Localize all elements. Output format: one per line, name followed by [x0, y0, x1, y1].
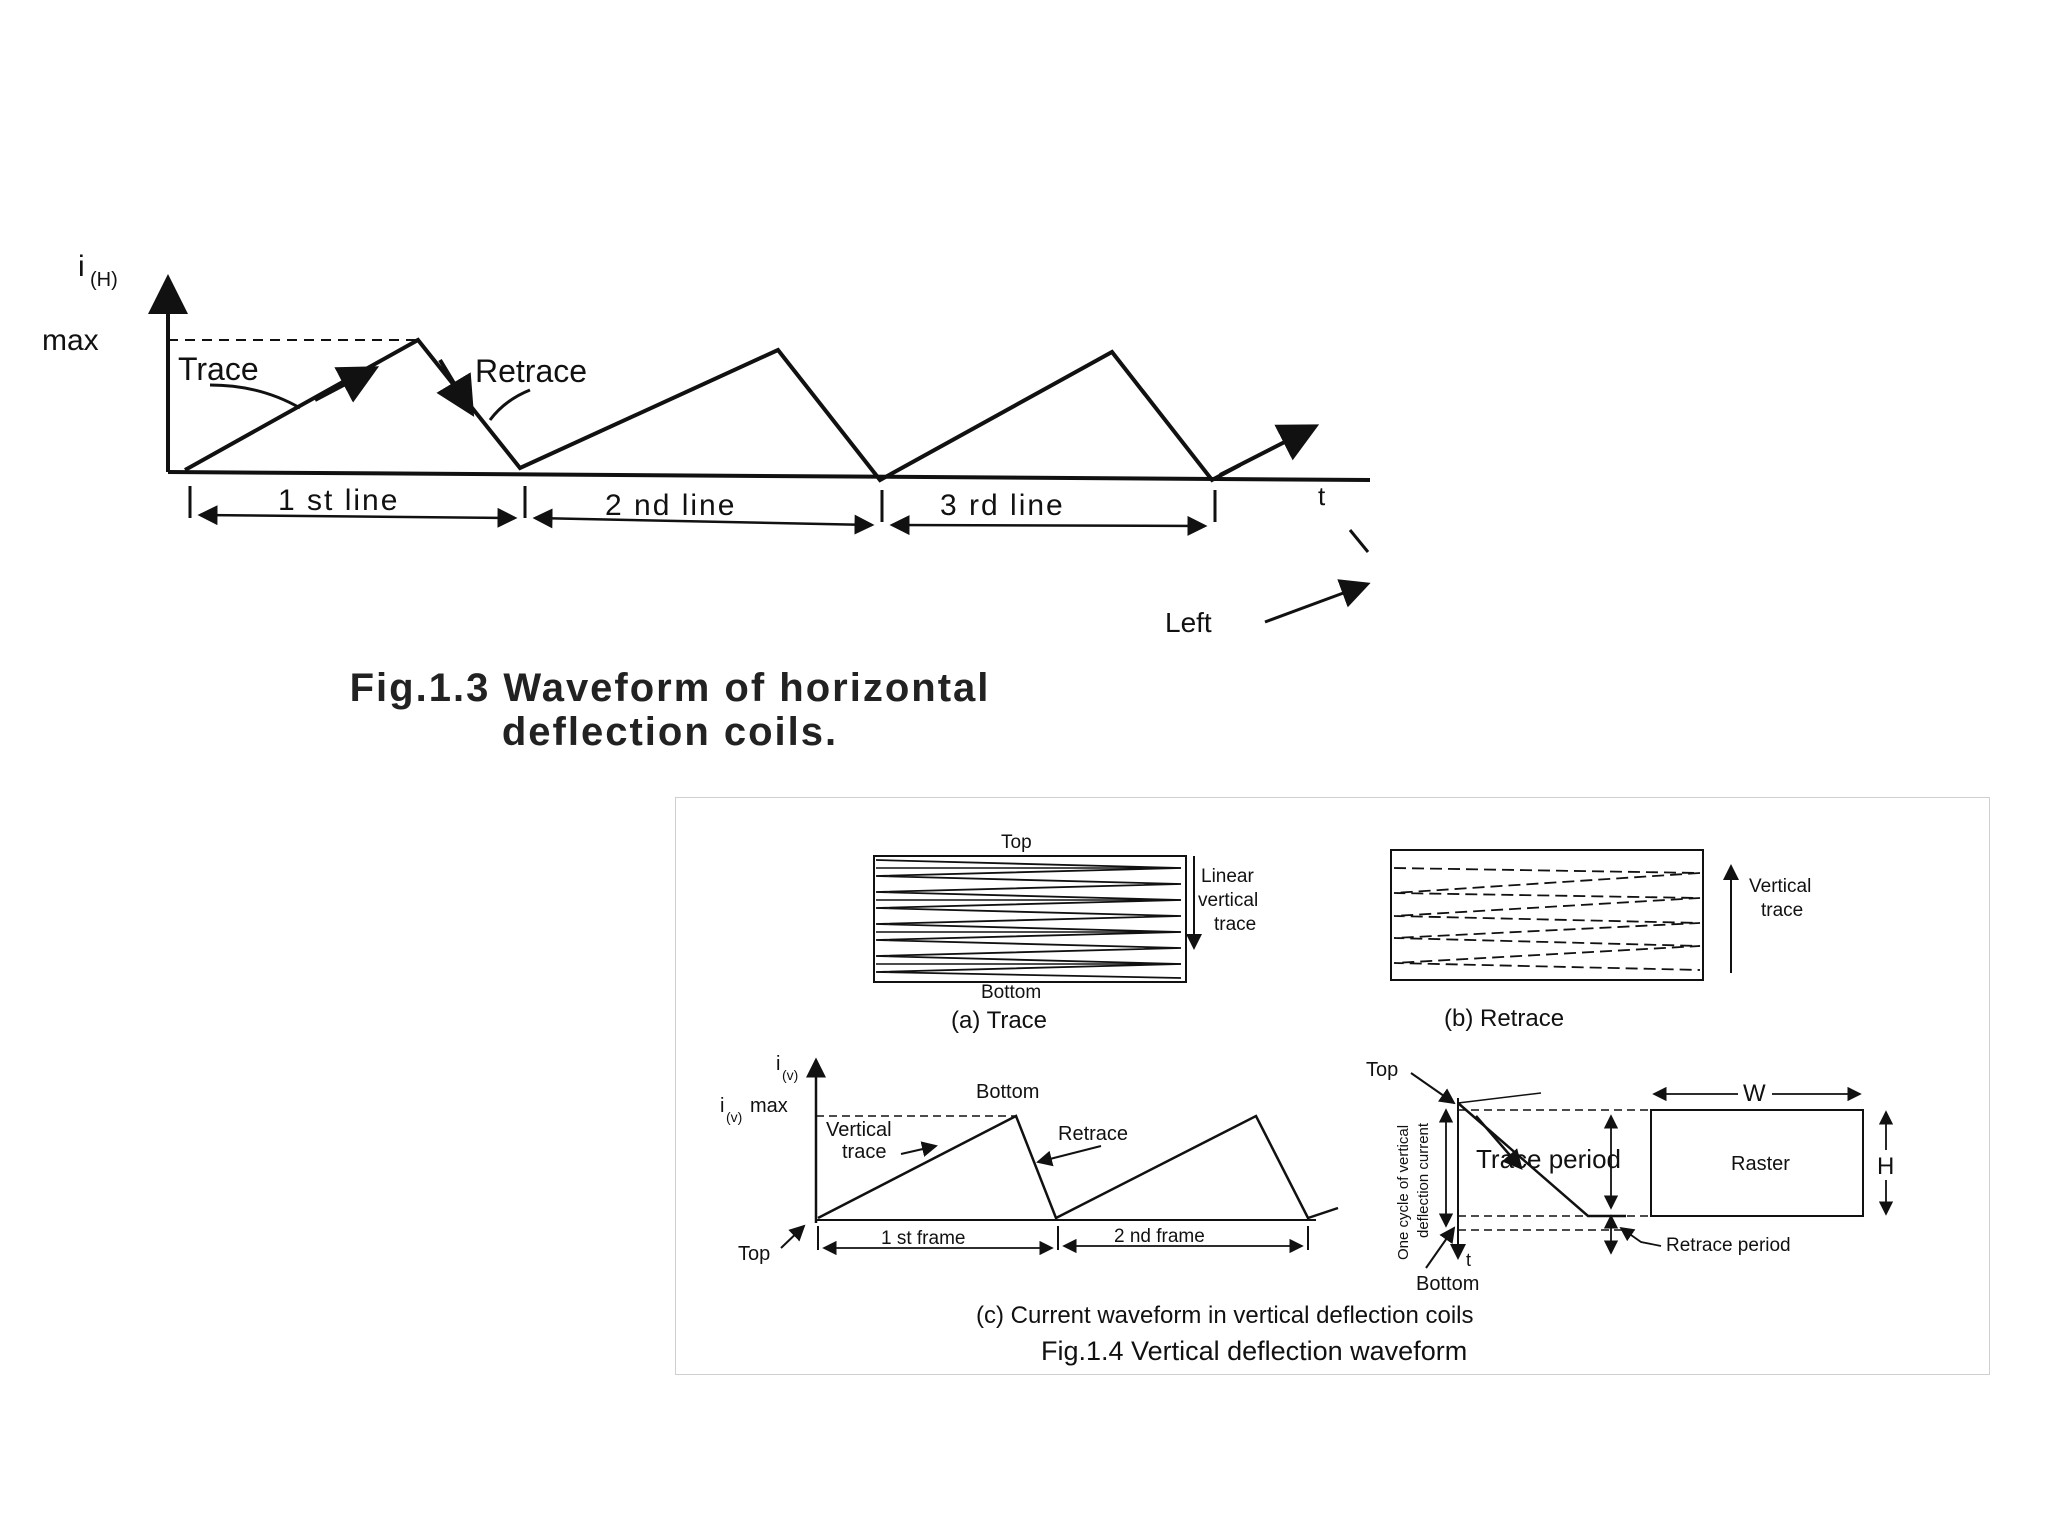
span-3rd-line [892, 525, 1205, 526]
trace-label: Trace [178, 351, 259, 387]
max-label: max [42, 324, 99, 357]
retrace-pointer [490, 390, 530, 420]
fig13-caption-line2: deflection coils. [501, 710, 839, 754]
retrace-label: Retrace [475, 353, 588, 389]
trace-top-label: Top [1001, 832, 1032, 853]
linear-label-3: trace [1214, 914, 1257, 935]
vertical-deflection-figure [675, 797, 1990, 1375]
vertical-trace-wave-label-2: trace [842, 1141, 887, 1163]
wave-retrace-pointer [1038, 1146, 1101, 1162]
iv-max-label: max [750, 1095, 788, 1117]
retrace-arrow [440, 360, 470, 410]
cycle-t-label: t [1466, 1250, 1472, 1270]
t-axis [168, 472, 1370, 480]
wave-top-pointer [781, 1226, 804, 1248]
raster-label: Raster [1731, 1153, 1790, 1175]
w-label: W [1743, 1080, 1766, 1107]
horizontal-sawtooth-wave [185, 340, 1240, 480]
vertical-trace-pointer [901, 1146, 936, 1154]
fig14-caption: Fig.1.4 Vertical deflection waveform [1041, 1336, 1468, 1366]
trace-raster [874, 856, 1186, 982]
fig13-caption-line1: Fig.1.3 Waveform of horizontal [349, 666, 991, 710]
iv-max-sub: (v) [726, 1109, 743, 1125]
continuation-arrow [1220, 428, 1312, 475]
linear-label-1: Linear [1201, 866, 1254, 887]
iv-axis-label: i [776, 1053, 781, 1075]
y-axis-subscript: (H) [90, 269, 118, 291]
wave-top-label: Top [738, 1243, 771, 1265]
iv-axis-sub: (v) [782, 1067, 799, 1083]
trace-bottom-label: Bottom [981, 982, 1042, 1003]
retrace-raster [1391, 850, 1703, 980]
right-top-pointer [1411, 1073, 1454, 1103]
retrace-caption: (b) Retrace [1444, 1005, 1565, 1032]
trace-period-label: Trace period [1476, 1144, 1621, 1174]
left-label: Left [1165, 607, 1212, 638]
left-arrow [1265, 585, 1365, 622]
iv-max-prefix: i [720, 1095, 725, 1117]
line-label-1: 1 st line [278, 484, 400, 517]
vertical-trace-label-2: trace [1761, 900, 1804, 921]
right-top-label: Top [1366, 1059, 1399, 1081]
vertical-trace-wave-label-1: Vertical [826, 1119, 892, 1141]
retrace-period-pointer [1621, 1228, 1661, 1246]
current-waveform-caption: (c) Current waveform in vertical deflection coils [976, 1302, 1474, 1329]
y-axis-label: i [78, 250, 85, 283]
cycle-label-2: deflection current [1415, 1122, 1432, 1238]
trace-caption: (a) Trace [951, 1007, 1048, 1034]
cycle-label-1: One cycle of vertical [1395, 1124, 1412, 1260]
fig13-caption [120, 666, 1220, 754]
retrace-period-label: Retrace period [1666, 1235, 1791, 1256]
left-stub [1350, 530, 1368, 552]
wave-retrace-label: Retrace [1058, 1123, 1129, 1145]
h-label: H [1877, 1153, 1895, 1180]
right-bottom-label: Bottom [1416, 1273, 1480, 1295]
cycle-top-tick [1458, 1093, 1541, 1103]
vertical-trace-label-1: Vertical [1749, 876, 1812, 897]
trace-arrow [315, 370, 372, 400]
line-label-2: 2 nd line [605, 489, 737, 522]
line-label-3: 3 rd line [940, 489, 1065, 522]
t-label: t [1318, 481, 1326, 511]
linear-label-2: vertical [1198, 890, 1259, 911]
wave-bottom-label: Bottom [976, 1081, 1040, 1103]
vertical-deflection-diagram [676, 798, 1991, 1376]
frame-label-2: 2 nd frame [1114, 1226, 1205, 1247]
frame-label-1: 1 st frame [881, 1228, 966, 1249]
trace-pointer [210, 385, 300, 408]
